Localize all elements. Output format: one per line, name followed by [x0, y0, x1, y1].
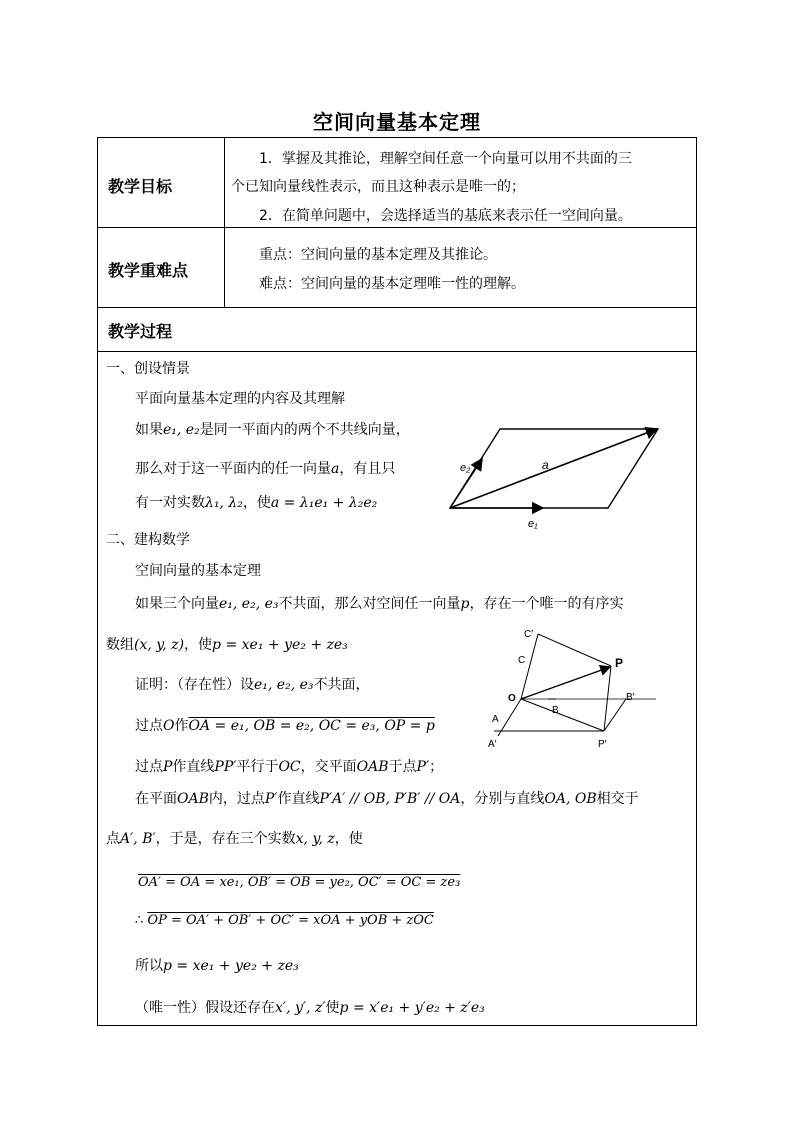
- line-OP1: [521, 699, 604, 731]
- goals-line-3: 2．在简单问题中，会选择适当的基底来表示任一空间向量。: [259, 208, 632, 224]
- label-C: C: [518, 655, 526, 666]
- s2-line-3: 数组(x, y, z)，使p = xe₁ + ye₂ + ze₃: [106, 637, 348, 653]
- step-1: 过点O作OA = e₁, OB = e₂, OC = e₃, OP = p: [135, 718, 435, 734]
- row-divider: [98, 227, 696, 228]
- uniqueness-line: （唯一性）假设还存在x′, y′, z′使p = x′e₁ + y′e₂ + z′e₃: [135, 1000, 485, 1016]
- section-2-title: 二、建构数学: [106, 532, 190, 548]
- s2-line-1: 空间向量的基本定理: [135, 563, 261, 579]
- line-OA: [498, 699, 521, 736]
- step-4: 点A′, B′，于是，存在三个实数x, y, z，使: [106, 831, 363, 847]
- label-O: O: [508, 693, 516, 704]
- column-divider: [224, 138, 225, 307]
- label-B1: B′: [626, 692, 635, 703]
- s1-line-2: 如果e₁, e₂是同一平面内的两个不共线向量，: [135, 422, 410, 438]
- vector-OP: [521, 667, 610, 699]
- label-P1: P′: [598, 739, 607, 750]
- step-2: 过点P作直线PP′平行于OC，交平面OAB于点P′；: [135, 759, 444, 775]
- label-A1: A′: [488, 739, 497, 750]
- therefore-symbol: ∴: [135, 913, 144, 928]
- equation-1: OA′ = OA = xe₁, OB′ = OB = ye₂, OC′ = OC = ze₃: [138, 875, 461, 890]
- plane-vector-figure: [438, 419, 668, 539]
- difficult-point: 难点：空间向量的基本定理唯一性的理解。: [259, 276, 525, 292]
- label-C1: C′: [524, 629, 534, 640]
- row-divider: [98, 307, 696, 308]
- label-A: A: [492, 714, 499, 725]
- page-title: 空间向量基本定理: [313, 110, 481, 134]
- goals-header: 教学目标: [108, 177, 173, 196]
- lesson-table: [97, 137, 697, 1026]
- space-vector-figure: [488, 623, 668, 758]
- row-divider: [98, 351, 696, 352]
- label-e1: e₁: [528, 518, 538, 530]
- s1-line-4: 有一对实数λ₁, λ₂，使a = λ₁e₁ + λ₂e₂: [135, 495, 378, 511]
- goals-line-1: 1．掌握及其推论，理解空间任意一个向量可以用不共面的三: [259, 151, 632, 167]
- line-P1P: [604, 666, 611, 731]
- line-CP: [538, 634, 611, 666]
- section-1-title: 一、创设情景: [106, 361, 190, 377]
- process-header: 教学过程: [108, 322, 173, 341]
- label-e2: e₂: [460, 462, 471, 474]
- equation-2: ∴ OP = OA′ + OB′ + OC′ = xOA + yOB + zOC: [135, 913, 434, 928]
- label-a: a: [542, 458, 549, 472]
- key-point: 重点：空间向量的基本定理及其推论。: [259, 247, 497, 263]
- label-P: P: [615, 656, 624, 670]
- s2-line-2: 如果三个向量e₁, e₂, e₃不共面，那么对空间任一向量p，存在一个唯一的有序实: [135, 596, 624, 612]
- label-B: B: [552, 705, 559, 716]
- conclusion-line: 所以p = xe₁ + ye₂ + ze₃: [135, 958, 299, 974]
- key-header: 教学重难点: [108, 261, 189, 280]
- proof-line: 证明：（存在性）设e₁, e₂, e₃不共面，: [135, 677, 370, 693]
- s1-line-1: 平面向量基本定理的内容及其理解: [135, 391, 345, 407]
- step-3: 在平面OAB内，过点P′作直线P′A′ // OB, P′B′ // OA，分别与直线OA, OB相交于: [135, 791, 639, 807]
- goals-line-2: 个已知向量线性表示，而且这种表示是唯一的；: [231, 179, 525, 195]
- line-OC: [521, 634, 538, 699]
- s1-line-3: 那么对于这一平面内的任一向量a，有且只: [135, 461, 396, 477]
- vector-a-arrow: [450, 429, 657, 508]
